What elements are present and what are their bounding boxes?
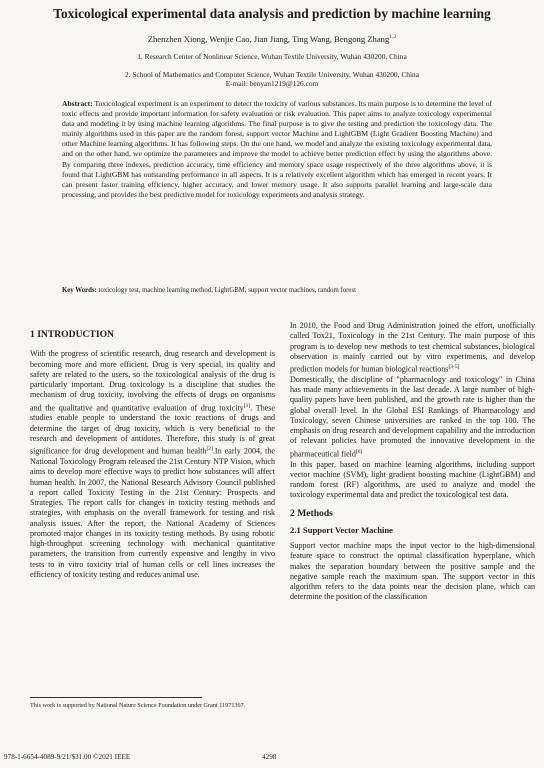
abstract-text: Toxicological experiment is an experiment to detect the toxicity of various substances. Its main purpose is to determine the level of toxic effects and provide important information for safety evaluation or risk evaluation. This paper aims to analyze toxicology experimental data and modeling it by using machine learning algorithms. The final purpose is to give the testing and prediction the toxicology data. The mainly algorithms used in this paper are the random forest, support vector Machine and LightGBM (Light Gradient Boosting Machine) and other Machine learning algorithms. It has following steps. On the one hand, we model and analyze the existing toxicology experimental data, and on the other hand, we optimize the parameters and improve the model to achieve better prediction effect by using the algorithms above. By comparing three indexes, prediction accuracy, time efficiency and memory space usage respectively of the three algorithms above, it is found that LightGBM has outstanding performance in all aspects. It is a relatively excellent algorithm which has emerged in recent years. It can present faster training efficiency, higher accuracy, and lower memory usage. It also supports parallel learning and large-scale data processing, and provides the best predictive model for toxicology experiments and analysis strategy. <box>62 99 492 199</box>
intro-text-part-1: With the progress of scientific research, drug research and development is becoming more and more efficient. Drug is very special, its quality and safety are related to the users, so the toxicological analysis of the drug is particularly important. Drug toxicology is a discipline that studies the mechanism of drug toxicity, involving the effects of drugs on organisms and the qualitative and quantitative evaluation of drug toxicity <box>30 349 275 413</box>
svm-paragraph: Support vector machine maps the input vector to the high-dimensional feature space to construct the optimal classification hyperplane, which makes the separation boundary between the positive sample and the negative sample reach the maximum span. The support vector in this algorithm refers to the data points near the decision plane, which can determine the position of the classification <box>290 541 535 602</box>
right-column <box>290 321 535 603</box>
citation-3-5: [3-5] <box>448 364 460 370</box>
author-names: Zhenzhen Xiong, Wenjie Cao, Jian Jiang, Ting Wang, Bengong Zhang <box>147 34 390 44</box>
footnote-divider <box>30 697 202 698</box>
contact-email: E-mail: benyan1219@126.com <box>225 79 319 88</box>
intro-text-part-2: . These studies enable people to understand the toxic reactions of drugs and determine the target of drug toxicity, which is very beneficial to the research and development of antidotes. Therefore, this study is of great significance for drug development and human health <box>30 403 276 456</box>
affiliation-1: 1. Research Center of Nonlinear Science, Wuhan Textile University, Wuhan 430200, China <box>137 52 407 61</box>
author-list <box>0 34 544 44</box>
section-2-1-heading: 2.1 Support Vector Machine <box>290 524 393 535</box>
intro-text-part-3: .In early 2004, the National Toxicology Program released the 21st Century NTP Vision, which aims to develop more effective ways to predict how substances will affect human health. In 2007, the National Research Advisory Council published a report called Toxicity Testing in the 21st Century: Prospects and Strategies. The report calls for changes in toxicity testing methods and strategies, with emphasis on the overall framework for testing and risk analysis issues. After the report, the National Academy of Sciences promoted major changes in its toxicity testing methods. By using robotic high-throughput screening technology with mechanical quantitative parameters, the transition from currently expensive and lengthy in vivo tests to in vitro toxicity trial of human cells or cell lines increases the efficiency of toxicity testing and reduces animal use. <box>30 446 275 579</box>
tox21-text: In 2010, the Food and Drug Administration joined the effort, unofficially called Tox21, Toxicology in the 21st Century. The main purpose of this program is to develop new methods to test chemical substances, biological observation is mainly carried out by vitro experiments, and develop prediction models for human biological reactions <box>290 321 535 374</box>
left-column <box>30 330 275 580</box>
affiliation-2: 2. School of Mathematics and Computer Science, Wuhan Textile University, Wuhan 430200, China <box>125 70 419 79</box>
tox21-paragraph <box>290 321 535 375</box>
domestic-text: Domestically, the discipline of "pharmacology and toxicology" in China has made many achievements in the last decade. A large number of high-quality papers have been published, and the growth rate is higher than the global overall level. In the Global ESI Rankings of Pharmacology and Toxicology, seven Chinese universities are ranked in the top 100. The emphasis on drug research and development capability and the introduction of relevant policies have promoted the innovative development in the pharmaceutical field <box>290 374 535 459</box>
introduction-paragraph <box>30 349 275 580</box>
keywords <box>62 286 492 295</box>
abstract <box>62 99 492 200</box>
author-affiliation-sup: 1,2 <box>389 34 397 41</box>
funding-footnote: This work is supported by National Nature Science Foundation under Grant 11971367. <box>30 702 246 709</box>
paper-scope-paragraph: In this paper, based on machine learning algorithms, including support vector machine (SVM), light gradient boosting machine (LightGBM) and random forest (RF) algorithms, are used to analyze and model the toxicology experimental data and predict the toxicological test data. <box>290 459 535 500</box>
section-1-heading: 1 INTRODUCTION <box>30 329 114 340</box>
keywords-text: toxicology test, machine learning method, LightGBM, support vector machines, random forest <box>98 287 356 294</box>
page-number: 4298 <box>262 753 277 761</box>
keywords-label: Key Words: <box>62 287 97 294</box>
isbn-copyright: 978-1-6654-4089-9/21/$31.00 ©2021 IEEE <box>4 753 131 761</box>
citation-1: [1] <box>243 402 251 409</box>
citation-6: [6] <box>355 448 363 455</box>
abstract-label: Abstract: <box>62 99 93 108</box>
citation-2: [2] <box>206 446 213 453</box>
section-2-heading: 2 Methods <box>290 507 333 519</box>
paper-title: Toxicological experimental data analysis and prediction by machine learning <box>53 6 491 21</box>
domestic-paragraph <box>290 375 535 460</box>
